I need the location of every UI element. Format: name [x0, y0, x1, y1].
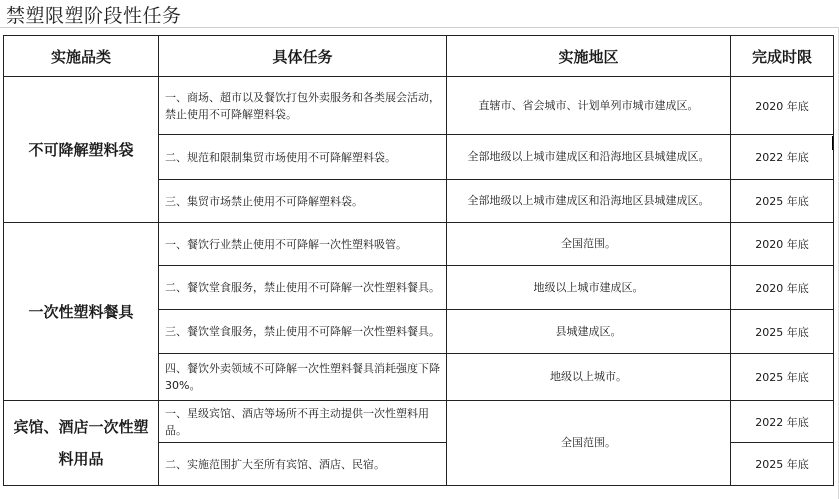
- page-title: 禁塑限塑阶段性任务: [6, 5, 182, 27]
- category-cell-disposable-tableware: 一次性塑料餐具: [4, 223, 159, 401]
- table-row: [4, 77, 834, 135]
- table-row: [4, 223, 834, 266]
- region-cell: 地级以上城市建成区。: [447, 266, 731, 310]
- task-cell: 四、餐饮外卖领域不可降解一次性塑料餐具消耗强度下降 30%。: [159, 354, 447, 401]
- title-divider: [0, 27, 839, 28]
- task-cell: 三、餐饮堂食服务，禁止使用不可降解一次性塑料餐具。: [159, 310, 447, 354]
- region-cell: 地级以上城市。: [447, 354, 731, 401]
- deadline-cell: 2025 年底: [731, 354, 834, 401]
- header-region: 实施地区: [447, 36, 731, 77]
- task-cell: 一、餐饮行业禁止使用不可降解一次性塑料吸管。: [159, 223, 447, 266]
- deadline-cell: 2025 年底: [731, 310, 834, 354]
- header-category: 实施品类: [4, 36, 159, 77]
- deadline-cell: 2020 年底: [731, 266, 834, 310]
- header-task: 具体任务: [159, 36, 447, 77]
- category-cell-hotel-supplies: 宾馆、酒店一次性塑料用品: [4, 401, 159, 486]
- phased-task-table: [3, 35, 834, 486]
- region-cell: 县城建成区。: [447, 310, 731, 354]
- deadline-cell: 2025 年底: [731, 180, 834, 223]
- deadline-cell: 2020 年底: [731, 77, 834, 135]
- region-cell: 全国范围。: [447, 223, 731, 266]
- table-header-row: [4, 36, 834, 77]
- deadline-cell: 2025 年底: [731, 443, 834, 486]
- deadline-cell: 2022 年底: [731, 401, 834, 443]
- region-cell: 全国范围。: [447, 401, 731, 486]
- table-row: [4, 401, 834, 443]
- task-cell: 一、商场、超市以及餐饮打包外卖服务和各类展会活动，禁止使用不可降解塑料袋。: [159, 77, 447, 135]
- task-cell: 二、规范和限制集贸市场使用不可降解塑料袋。: [159, 135, 447, 180]
- task-cell: 二、餐饮堂食服务，禁止使用不可降解一次性塑料餐具。: [159, 266, 447, 310]
- task-cell: 三、集贸市场禁止使用不可降解塑料袋。: [159, 180, 447, 223]
- header-deadline: 完成时限: [731, 36, 834, 77]
- category-cell-plastic-bags: 不可降解塑料袋: [4, 77, 159, 223]
- region-cell: 全部地级以上城市建成区和沿海地区县城建成区。: [447, 180, 731, 223]
- task-cell: 二、实施范围扩大至所有宾馆、酒店、民宿。: [159, 443, 447, 486]
- task-cell: 一、星级宾馆、酒店等场所不再主动提供一次性塑料用品。: [159, 401, 447, 443]
- region-cell: 全部地级以上城市建成区和沿海地区县城建成区。: [447, 135, 731, 180]
- deadline-cell: 2022 年底: [731, 135, 834, 180]
- region-cell: 直辖市、省会城市、计划单列市城市建成区。: [447, 77, 731, 135]
- deadline-cell: 2020 年底: [731, 223, 834, 266]
